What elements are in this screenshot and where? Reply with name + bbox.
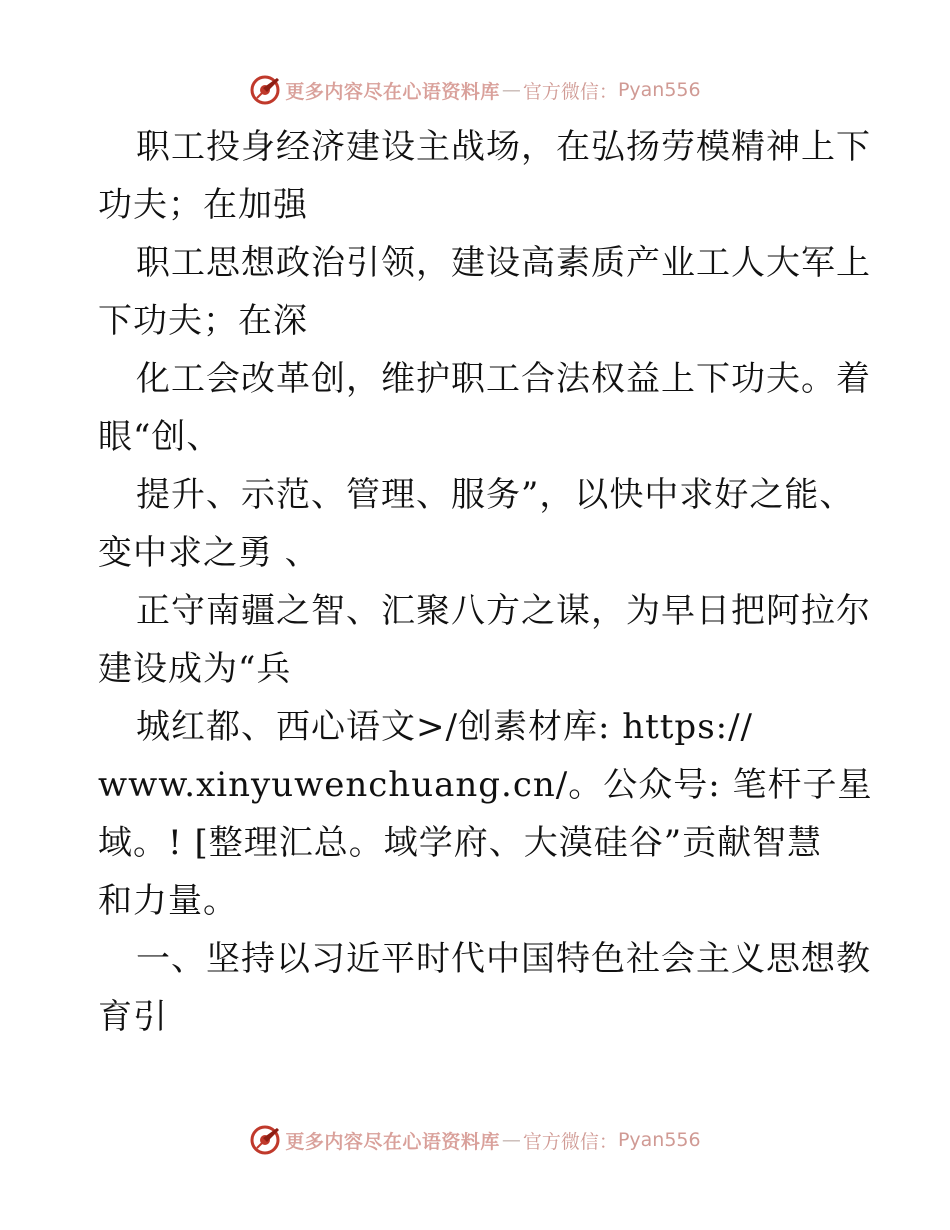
wechat-id: Pyan556 <box>617 79 701 101</box>
text-line: www.xinyuwenchuang.cn/。公众号: 笔杆子星 <box>98 765 873 805</box>
text-line: 城红都、西心语文>/创素材库: https:// <box>136 707 754 747</box>
text-line: 正守南疆之智、汇聚八方之谋，为早日把阿拉尔 <box>136 591 871 631</box>
text-line: 变中求之勇 、 <box>98 533 320 573</box>
text-line: 和力量。 <box>98 881 238 921</box>
text-line: 职工投身经济建设主战场，在弘扬劳模精神上下 <box>136 127 871 167</box>
pen-logo-icon <box>249 74 281 106</box>
wechat-label: 官方微信： <box>522 1130 618 1153</box>
text-line: 职工思想政治引领，建设高素质产业工人大军上 <box>136 243 871 283</box>
watermark-separator: — <box>501 79 521 101</box>
text-line: 下功夫；在深 <box>98 301 308 341</box>
text-line: 眼“创、 <box>98 417 222 457</box>
header-watermark <box>0 70 950 110</box>
wechat-label: 官方微信： <box>522 80 618 103</box>
text-line: 化工会改革创，维护职工合法权益上下功夫。着 <box>136 359 871 399</box>
text-line: 域。! [整理汇总。域学府、大漠硅谷”贡献智慧 <box>98 823 823 863</box>
document-body <box>98 118 873 1046</box>
pen-logo-icon <box>249 1124 281 1156</box>
wechat-id: Pyan556 <box>617 1129 701 1151</box>
watermark-text: 更多内容尽在心语资料库 <box>285 80 500 103</box>
text-line: 功夫；在加强 <box>98 185 308 225</box>
text-line: 一、坚持以习近平时代中国特色社会主义思想教 <box>136 939 871 979</box>
text-line: 育引 <box>98 997 168 1037</box>
watermark-separator: — <box>501 1129 521 1151</box>
watermark-text: 更多内容尽在心语资料库 <box>285 1130 500 1153</box>
footer-watermark <box>0 1120 950 1160</box>
text-line: 提升、示范、管理、服务”，以快中求好之能、 <box>136 475 855 515</box>
text-line: 建设成为“兵 <box>98 649 292 689</box>
